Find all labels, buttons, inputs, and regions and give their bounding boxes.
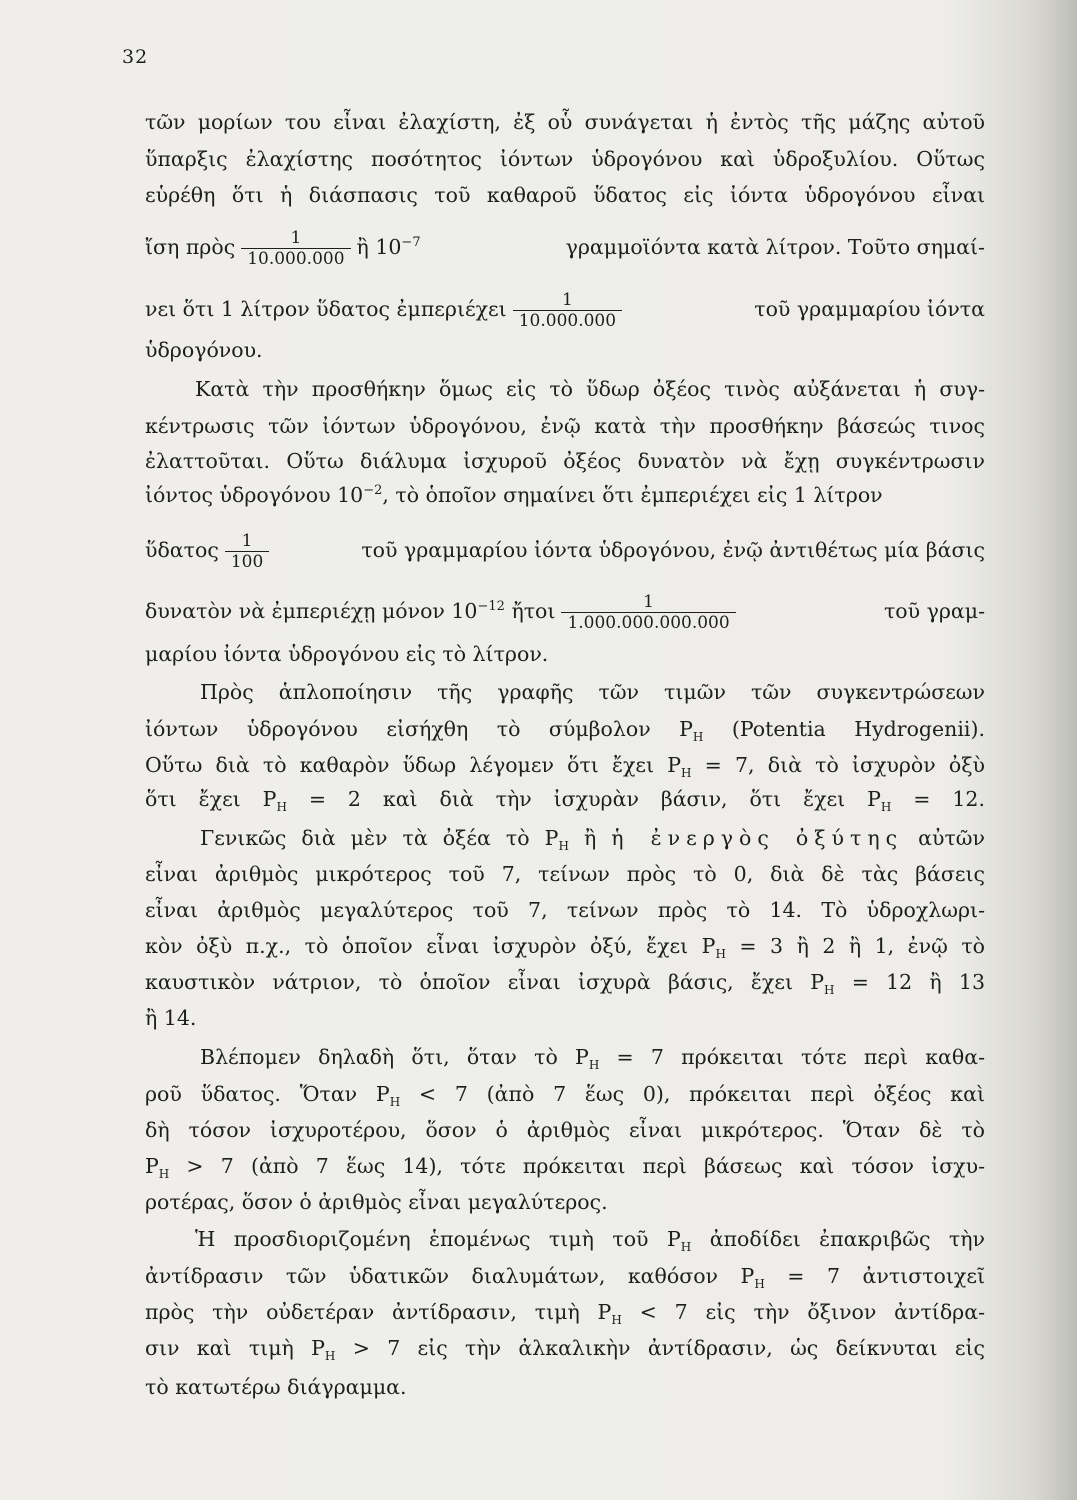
text-line — [145, 592, 985, 633]
page-number: 32 — [122, 46, 149, 68]
line-content — [145, 110, 985, 134]
subscript: H — [324, 1349, 336, 1364]
text-line — [145, 1116, 985, 1144]
line-content — [145, 862, 985, 886]
text-segment: ἰόντων ὑδρογόνου εἰσήχθη τὸ σύμβολον P — [145, 717, 693, 741]
text-line — [145, 1334, 985, 1362]
text-line — [145, 968, 985, 996]
line-content — [195, 1227, 985, 1255]
line-content — [145, 481, 883, 509]
text-segment: τοῦ γραμμαρίου ἰόντα ὑδρογόνου, ἐνῷ ἀντιθέτως μία βάσις — [361, 538, 985, 562]
text-segment: = 2 καὶ διὰ τὴν ἰσχυρὰν βάσιν, ὅτι ἔχει P — [286, 787, 881, 811]
text-line — [145, 481, 985, 509]
text-line — [145, 1262, 985, 1290]
fraction-line-left — [145, 228, 421, 269]
line-content — [200, 1045, 985, 1073]
text-line — [145, 108, 985, 136]
text-segment: = 7 ἀντιστοιχεῖ — [764, 1264, 985, 1288]
spaced-emphasis: ἡ ἐνεργὸς ὀξύτης — [611, 826, 904, 850]
subscript: H — [588, 1058, 600, 1073]
text-segment: ἢ 14. — [145, 1006, 197, 1030]
text-segment: = 12 ἢ 13 — [834, 970, 985, 994]
line-content — [145, 336, 263, 364]
fraction — [513, 290, 622, 331]
text-line — [145, 145, 985, 173]
text-segment: εὑρέθη ὅτι ἡ διάσπασις τοῦ καθαροῦ ὕδατος εἰς ἰόντα ὑδρογόνου εἶναι — [145, 183, 985, 207]
text-segment: πρὸς τὴν οὐδετέραν ἀντίδρασιν, τιμὴ P — [145, 1300, 612, 1324]
line-content — [200, 680, 985, 704]
line-content — [200, 826, 985, 854]
line-content — [145, 1118, 985, 1142]
text-segment: Πρὸς ἁπλοποίησιν τῆς γραφῆς τῶν τιμῶν τῶν συγκεντρώσεων — [200, 680, 985, 704]
text-line — [145, 412, 985, 440]
subscript: H — [158, 1167, 170, 1182]
text-segment: ροτέρας, ὅσον ὁ ἀριθμὸς εἶναι μεγαλύτερος. — [145, 1190, 608, 1214]
text-segment: κὸν ὀξὺ π.χ., τὸ ὁποῖον εἶναι ἰσχυρὸν ὀξύ, ἔχει P — [145, 934, 716, 958]
text-segment: ἀποδίδει ἐπακριβῶς τὴν — [691, 1227, 985, 1251]
text-segment: κέντρωσις τῶν ἰόντων ὑδρογόνου, ἐνῷ κατὰ τὴν προσθήκην βάσεώς τινος — [145, 414, 985, 438]
text-segment: τοῦ γραμμαρίου ἰόντα — [754, 297, 985, 321]
line-content — [145, 970, 985, 998]
line-content — [145, 1082, 985, 1110]
text-line — [195, 375, 985, 403]
line-content — [195, 377, 985, 401]
line-content — [145, 1300, 986, 1328]
text-line — [200, 824, 985, 852]
text-segment: ἰόντος ὑδρογόνου 10 — [145, 483, 364, 507]
text-line — [145, 715, 985, 743]
text-segment: (Potentia Hydrogenii). — [703, 717, 985, 741]
text-segment: ἢ — [568, 826, 612, 850]
text-line — [145, 228, 985, 269]
fraction-line-left — [145, 290, 628, 331]
subscript: H — [754, 1277, 765, 1292]
text-segment: Βλέπομεν δηλαδὴ ὅτι, ὅταν τὸ P — [200, 1045, 589, 1069]
text-segment: ὑδρογόνου. — [145, 338, 263, 362]
line-content — [145, 640, 548, 668]
text-segment: τὸ κατωτέρω διάγραμμα. — [145, 1375, 407, 1399]
line-content — [145, 1188, 608, 1216]
text-segment: τοῦ γραμ- — [883, 599, 985, 623]
text-segment: δὴ τόσον ἰσχυροτέρου, ὅσον ὁ ἀριθμὸς εἶναι μικρότερος. Ὅταν δὲ τὸ — [145, 1118, 985, 1142]
fraction-line-left — [145, 592, 742, 633]
text-line — [145, 785, 985, 813]
text-segment: Οὕτω διὰ τὸ καθαρὸν ὕδωρ λέγομεν ὅτι ἔχει P — [145, 753, 682, 777]
text-segment: καυστικὸν νάτριον, τὸ ὁποῖον εἶναι ἰσχυρὰ βάσις, ἔχει P — [145, 970, 825, 994]
text-segment: Κατὰ τὴν προσθήκην ὅμως εἰς τὸ ὕδωρ ὀξέος τινὸς αὐξάνεται ἡ συγ- — [195, 377, 985, 401]
text-line — [145, 896, 985, 924]
text-segment: Ἡ προσδιοριζομένη ἑπομένως τιμὴ τοῦ P — [195, 1227, 681, 1251]
text-segment: ὅτι ἔχει P — [145, 787, 277, 811]
text-line — [200, 1043, 985, 1071]
fraction — [225, 531, 269, 572]
fraction — [241, 228, 350, 269]
text-segment: εἶναι ἀριθμὸς μεγαλύτερος τοῦ 7, τείνων πρὸς τὸ 14. Τὸ ὑδροχλωρι- — [145, 898, 985, 922]
subscript: H — [715, 947, 726, 962]
line-content — [145, 449, 985, 473]
text-segment: Γενικῶς διὰ μὲν τὰ ὀξέα τὸ P — [200, 826, 559, 850]
line-content — [145, 1336, 985, 1364]
text-segment: ὕπαρξις ἐλαχίστης ποσότητος ἰόντων ὑδρογόνου καὶ ὑδροξυλίου. Οὕτως — [145, 147, 985, 171]
text-segment: P — [145, 1154, 159, 1178]
line-content — [145, 414, 985, 438]
text-segment: ὕδατος — [145, 538, 219, 562]
text-line — [145, 1188, 985, 1216]
subscript: H — [692, 730, 704, 745]
fraction-denominator: 10.000.000 — [513, 310, 622, 331]
text-segment: = 7, διὰ τὸ ἰσχυρὸν ὀξὺ — [691, 753, 985, 777]
text-line — [145, 447, 985, 475]
text-segment: σιν καὶ τιμὴ P — [145, 1336, 325, 1360]
text-line — [145, 751, 985, 779]
text-line — [145, 290, 985, 331]
text-segment: τῶν μορίων του εἶναι ἐλαχίστη, ἐξ οὗ συνάγεται ἡ ἐντὸς τῆς μάζης αὐτοῦ — [145, 110, 985, 134]
text-line — [145, 1080, 985, 1108]
text-segment: δυνατὸν νὰ ἐμπεριέχῃ μόνον 10 — [145, 599, 478, 623]
line-content — [145, 934, 985, 962]
text-segment: , τὸ ὁποῖον σημαίνει ὅτι ἐμπεριέχει εἰς 1 λίτρον — [382, 483, 883, 507]
text-segment: = 12. — [891, 787, 985, 811]
line-content — [145, 717, 985, 745]
subscript: H — [880, 800, 892, 815]
line-content — [145, 1004, 196, 1032]
line-content — [145, 1373, 407, 1401]
subscript: H — [680, 1240, 692, 1255]
text-segment: = 3 ἢ 2 ἢ 1, ἐνῷ τὸ — [725, 934, 985, 958]
subscript: H — [276, 800, 287, 815]
text-segment: μαρίου ἰόντα ὑδρογόνου εἰς τὸ λίτρον. — [145, 642, 549, 666]
fraction-numerator: 1 — [561, 290, 573, 310]
subscript: H — [681, 766, 692, 781]
line-content — [145, 1264, 985, 1292]
fraction-denominator: 1.000.000.000.000 — [561, 612, 735, 633]
text-segment: γραμμοϊόντα κατὰ λίτρον. Τοῦτο σημαί- — [565, 235, 985, 259]
text-segment: ροῦ ὕδατος. Ὅταν P — [145, 1082, 390, 1106]
text-segment: > 7 (ἀπὸ 7 ἕως 14), τότε πρόκειται περὶ βάσεως καὶ τόσον ἰσχυ- — [169, 1154, 985, 1178]
subscript: H — [824, 983, 835, 998]
text-segment: > 7 εἰς τὴν ἀλκαλικὴν ἀντίδρασιν, ὡς δείκνυται εἰς — [335, 1336, 985, 1360]
line-content — [145, 753, 985, 781]
text-line — [145, 1004, 985, 1032]
subscript: H — [611, 1313, 622, 1328]
line-content — [145, 898, 985, 922]
text-line — [145, 1298, 985, 1326]
line-content — [145, 183, 985, 207]
fraction-numerator: 1 — [241, 531, 253, 551]
text-line — [145, 640, 985, 668]
text-segment: νει ὅτι 1 λίτρον ὕδατος ἐμπεριέχει — [145, 297, 507, 321]
text-line — [145, 932, 985, 960]
fraction — [561, 592, 735, 633]
text-segment: = 7 πρόκειται τότε περὶ καθα- — [599, 1045, 985, 1069]
text-segment: ἀντίδρασιν τῶν ὑδατικῶν διαλυμάτων, καθόσον P — [145, 1264, 755, 1288]
text-segment: ἢ 10 — [356, 235, 402, 259]
fraction-line-left — [145, 531, 275, 572]
text-segment: ἤτοι — [504, 599, 556, 623]
fraction-denominator: 10.000.000 — [241, 248, 350, 269]
text-line — [195, 1225, 985, 1253]
text-segment: αὐτῶν — [903, 826, 985, 850]
line-content — [145, 1154, 985, 1182]
subscript: H — [389, 1095, 401, 1110]
text-segment: < 7 εἰς τὴν ὄξινον ἀντίδρα- — [621, 1300, 986, 1324]
subscript: H — [558, 839, 569, 854]
fraction-denominator: 100 — [225, 551, 269, 572]
fraction-numerator: 1 — [643, 592, 654, 612]
text-line — [145, 1373, 985, 1401]
text-segment: ἴση πρὸς — [145, 235, 236, 259]
text-line — [145, 181, 985, 209]
text-line — [145, 1152, 985, 1180]
text-segment: < 7 (ἀπὸ 7 ἕως 0), πρόκειται περὶ ὀξέος καὶ — [400, 1082, 985, 1106]
exponent: −2 — [363, 483, 383, 499]
line-content — [145, 787, 985, 815]
text-segment: ἐλαττοῦται. Οὕτω διάλυμα ἰσχυροῦ ὀξέος δυνατὸν νὰ ἔχῃ συγκέντρωσιν — [145, 449, 985, 473]
text-line — [145, 336, 985, 364]
line-content — [145, 147, 985, 171]
exponent: −12 — [477, 599, 505, 615]
exponent: −7 — [401, 235, 421, 251]
text-line — [145, 531, 985, 572]
fraction-numerator: 1 — [290, 228, 302, 248]
text-line — [200, 678, 985, 706]
text-segment: εἶναι ἀριθμὸς μικρότερος τοῦ 7, τείνων πρὸς τὸ 0, διὰ δὲ τὰς βάσεις — [145, 862, 985, 886]
text-line — [145, 860, 985, 888]
